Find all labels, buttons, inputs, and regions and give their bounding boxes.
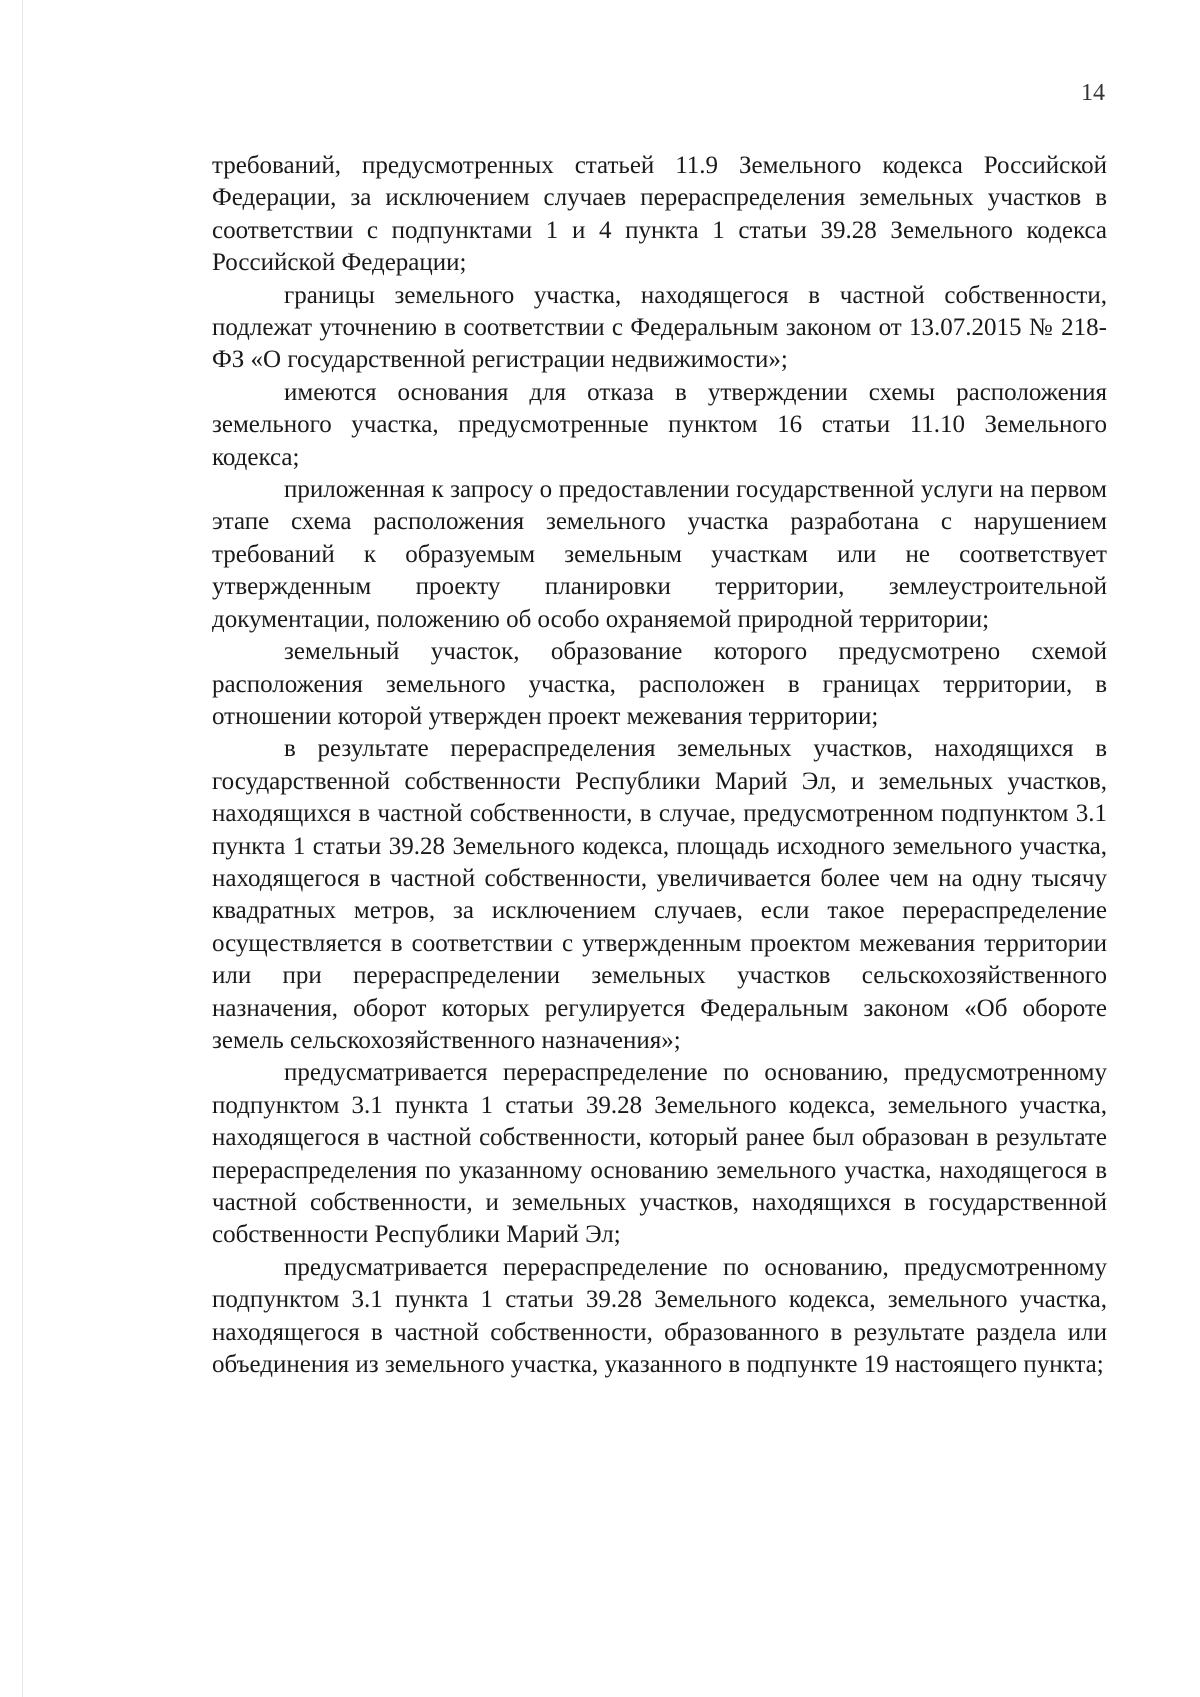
paragraph: предусматривается перераспределение по основанию, предусмотренному подпунктом 3.1 пункта 1 статьи 39.28 Земельного кодекса, земельного участка, находящегося в частной собственности, образованного в результате раздела или объединения из земельного участка, указанного в подпункте 19 настоящего пункта; xyxy=(212,1253,1107,1379)
document-body xyxy=(212,150,1107,1381)
paragraph: имеются основания для отказа в утверждении схемы расположения земельного участка, предусмотренные пунктом 16 статьи 11.10 Земельного кодекса; xyxy=(212,378,1107,471)
page-number: 14 xyxy=(1081,80,1105,106)
scan-edge-line xyxy=(22,0,23,1697)
paragraph: земельный участок, образование которого предусмотрено схемой расположения земельного участка, расположен в границах территории, в отношении которой утвержден проект межевания территории; xyxy=(212,638,1107,730)
paragraph: границы земельного участка, находящегося в частной собственности, подлежат уточнению в соответствии с Федеральным законом от 13.07.2015 № 218-ФЗ «О государственной регистрации недвижимости»; xyxy=(212,281,1107,374)
paragraph: приложенная к запросу о предоставлении государственной услуги на первом этапе схема расположения земельного участка разработана с нарушением требований к образуемым земельным участкам или не соответствует утвержденным проекту планировки территории, землеустроительной документации, положению об особо охраняемой природной территории; xyxy=(212,476,1107,633)
paragraph: в результате перераспределения земельных участков, находящихся в государственной собственности Республики Марий Эл, и земельных участков, находящихся в частной собственности, в случае, предусмотренном подпунктом 3.1 пункта 1 статьи 39.28 Земельного кодекса, площадь исходного земельного участка, находящегося в частной собственности, увеличивается более чем на одну тысячу квадратных метров, за исключением случаев, если такое перераспределение осуществляется в соответствии с утвержденным проектом межевания территории или при перераспределении земельных участков сельскохозяйственного назначения, оборот которых регулируется Федеральным законом «Об обороте земель сельскохозяйственного назначения»; xyxy=(212,735,1107,1054)
paragraph: требований, предусмотренных статьей 11.9 Земельного кодекса Российской Федерации, за исключением случаев перераспределения земельных участков в соответствии с подпунктами 1 и 4 пункта 1 статьи 39.28 Земельного кодекса Российской Федерации; xyxy=(212,152,1107,277)
paragraph: предусматривается перераспределение по основанию, предусмотренному подпунктом 3.1 пункта 1 статьи 39.28 Земельного кодекса, земельного участка, находящегося в частной собственности, который ранее был образован в результате перераспределения по указанному основанию земельного участка, находящегося в частной собственности, и земельных участков, находящихся в государственной собственности Республики Марий Эл; xyxy=(212,1059,1107,1249)
